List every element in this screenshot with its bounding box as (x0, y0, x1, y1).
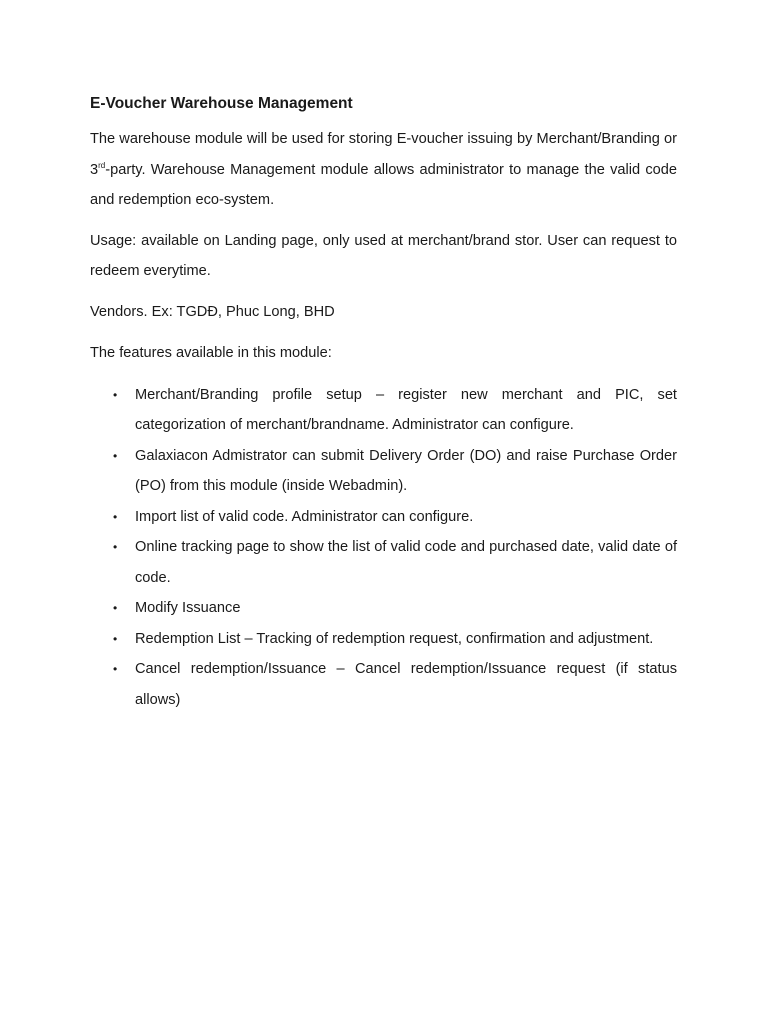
feature-text: Merchant/Branding profile setup – register new merchant and PIC, set categorization of merchant/brandname. Administrator can configure. (135, 386, 677, 433)
list-item (90, 654, 677, 715)
feature-text: Import list of valid code. Administrator can configure. (135, 508, 474, 525)
vendors-paragraph: Vendors. Ex: TGDĐ, Phuc Long, BHD (90, 303, 335, 320)
list-item (90, 624, 677, 655)
list-item (90, 532, 677, 593)
intro-text-part1: The warehouse module will be used for storing E-voucher issuing by Merchant/Branding or 3 (90, 131, 677, 178)
bullet-icon: • (113, 662, 118, 676)
feature-text: Redemption List – Tracking of redemption request, confirmation and adjustment. (135, 630, 654, 647)
list-item (90, 502, 677, 533)
bullet-icon: • (113, 509, 118, 524)
bullet-icon: • (113, 387, 118, 402)
document-body (90, 92, 677, 715)
bullet-icon: • (113, 540, 118, 554)
feature-text: Modify Issuance (135, 600, 241, 616)
feature-text: Cancel redemption/Issuance – Cancel redemption/Issuance request (if status allows) (135, 661, 677, 708)
bullet-icon: • (113, 631, 118, 646)
usage-paragraph: Usage: available on Landing page, only used at merchant/brand stor. User can request to redeem everytime. (90, 232, 677, 279)
feature-text: Galaxiacon Admistrator can submit Delivery Order (DO) and raise Purchase Order (PO) from this module (inside Webadmin). (135, 447, 677, 494)
list-item (90, 441, 677, 502)
features-list (90, 380, 677, 716)
features-intro: The features available in this module: (90, 345, 332, 361)
intro-text-part2: -party. Warehouse Management module allows administrator to manage the valid code and redemption eco-system. (90, 161, 677, 208)
feature-text: Online tracking page to show the list of valid code and purchased date, valid date of code. (135, 539, 677, 586)
bullet-icon: • (113, 601, 118, 615)
document-title: E-Voucher Warehouse Management (90, 95, 353, 112)
bullet-icon: • (113, 448, 118, 463)
list-item (90, 593, 677, 624)
intro-superscript: rd (98, 160, 106, 170)
intro-paragraph (90, 124, 677, 216)
list-item (90, 380, 677, 441)
